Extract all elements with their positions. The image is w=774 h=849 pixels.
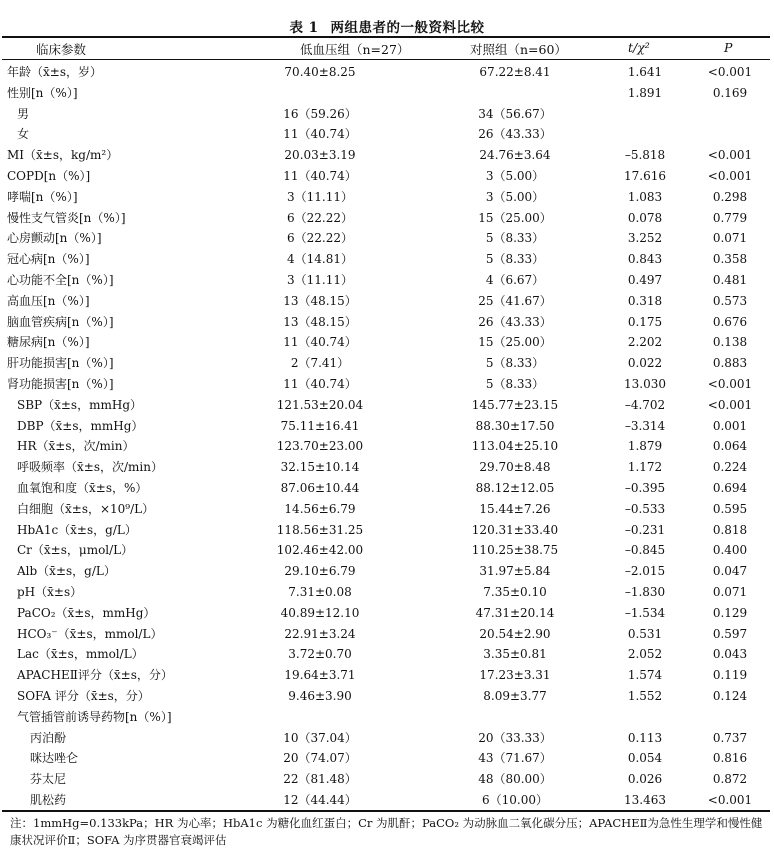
cell-p-value: <0.001 xyxy=(707,376,753,391)
table-row xyxy=(0,62,774,83)
cell-low-group: 40.89±12.10 xyxy=(280,605,360,620)
cell-p-value: 0.779 xyxy=(712,210,748,225)
cell-low-group: 2（7.41） xyxy=(290,356,350,371)
table-row xyxy=(0,624,774,645)
cell-control-group: 145.77±23.15 xyxy=(471,397,559,412)
table-footnote: 注：1mmHg=0.133kPa；HR 为心率；HbA1c 为糖化血红蛋白；Cr 为肌酐；PaCO₂ 为动脉血二氧化碳分压；APACHEⅡ为急性生理学和慢性健康状况评价Ⅱ；SOFA 为序贯器官衰竭评估 xyxy=(10,816,763,847)
row-label: 白细胞（x̄±s，×10⁹/L） xyxy=(17,501,155,516)
table-row xyxy=(0,540,774,561)
row-label: Lac（x̄±s，mmol/L） xyxy=(17,647,144,662)
row-label: 女 xyxy=(17,127,30,142)
row-label: 芬太尼 xyxy=(30,772,67,787)
cell-low-group: 123.70±23.00 xyxy=(276,439,364,454)
table-row xyxy=(0,166,774,187)
cell-low-group: 12（44.44） xyxy=(283,792,357,807)
cell-statistic: 2.052 xyxy=(627,647,663,662)
cell-statistic: 3.252 xyxy=(627,231,663,246)
cell-statistic: 1.083 xyxy=(627,189,663,204)
table-body xyxy=(0,62,774,811)
table-row xyxy=(0,416,774,437)
table-row xyxy=(0,790,774,811)
table-row xyxy=(0,395,774,416)
cell-p-value: 0.298 xyxy=(712,189,748,204)
cell-low-group: 20.03±3.19 xyxy=(284,148,356,163)
cell-control-group: 3（5.00） xyxy=(485,189,545,204)
row-label: 肾功能损害[n（%）] xyxy=(7,376,114,391)
cell-low-group: 13（48.15） xyxy=(283,314,357,329)
table-row xyxy=(0,728,774,749)
cell-low-group: 3.72±0.70 xyxy=(288,647,352,662)
table-row xyxy=(0,208,774,229)
cell-p-value: 0.595 xyxy=(712,501,748,516)
cell-control-group: 88.12±12.05 xyxy=(475,480,555,495)
cell-p-value: 0.071 xyxy=(712,584,748,599)
table-row xyxy=(0,312,774,333)
cell-control-group: 24.76±3.64 xyxy=(479,148,551,163)
cell-control-group: 26（43.33） xyxy=(478,127,552,142)
cell-control-group: 29.70±8.48 xyxy=(479,460,551,475)
table-row xyxy=(0,707,774,728)
cell-control-group: 5（8.33） xyxy=(485,376,545,391)
header-statistic: t/χ² xyxy=(628,40,650,55)
cell-statistic: 13.463 xyxy=(624,792,666,807)
row-label: 心功能不全[n（%）] xyxy=(7,272,114,287)
cell-control-group: 110.25±38.75 xyxy=(471,543,559,558)
cell-statistic: 1.552 xyxy=(627,688,663,703)
cell-p-value: 0.169 xyxy=(712,85,748,100)
row-label: DBP（x̄±s，mmHg） xyxy=(17,418,144,433)
cell-low-group: 20（74.07） xyxy=(283,751,357,766)
row-label: 脑血管疾病[n（%）] xyxy=(7,314,114,329)
cell-p-value: 0.047 xyxy=(712,564,748,579)
cell-p-value: 0.597 xyxy=(712,626,748,641)
cell-low-group: 10（37.04） xyxy=(283,730,357,745)
table-header xyxy=(0,40,774,58)
cell-low-group: 32.15±10.14 xyxy=(280,460,360,475)
cell-low-group: 4（14.81） xyxy=(287,252,353,267)
cell-control-group: 8.09±3.77 xyxy=(483,688,547,703)
cell-statistic: 1.172 xyxy=(627,460,663,475)
cell-p-value: 0.883 xyxy=(712,356,748,371)
cell-control-group: 5（8.33） xyxy=(485,231,545,246)
cell-control-group: 26（43.33） xyxy=(478,314,552,329)
table-row xyxy=(0,353,774,374)
cell-control-group: 15.44±7.26 xyxy=(479,501,551,516)
cell-low-group: 14.56±6.79 xyxy=(284,501,356,516)
cell-statistic: 0.054 xyxy=(627,751,663,766)
table-row xyxy=(0,124,774,145)
cell-statistic: –0.533 xyxy=(624,501,666,516)
cell-p-value: 0.818 xyxy=(712,522,748,537)
row-label: 呼吸频率（x̄±s，次/min） xyxy=(17,460,163,475)
row-label: 肌松药 xyxy=(30,792,67,807)
row-label: Cr（x̄±s，μmol/L） xyxy=(17,543,134,558)
row-label: SBP（x̄±s，mmHg） xyxy=(17,397,142,412)
cell-control-group: 48（80.00） xyxy=(478,772,552,787)
cell-p-value: 0.737 xyxy=(712,730,748,745)
cell-low-group: 6（22.22） xyxy=(287,231,353,246)
cell-control-group: 4（6.67） xyxy=(485,272,545,287)
cell-control-group: 3（5.00） xyxy=(485,168,545,183)
header-control-group: 对照组（n=60） xyxy=(470,42,567,57)
cell-control-group: 47.31±20.14 xyxy=(475,605,555,620)
table-row xyxy=(0,270,774,291)
cell-p-value: <0.001 xyxy=(707,148,753,163)
cell-p-value: <0.001 xyxy=(707,168,753,183)
cell-control-group: 5（8.33） xyxy=(485,356,545,371)
table-row xyxy=(0,561,774,582)
row-label: 年龄（x̄±s，岁） xyxy=(7,65,102,79)
table-title xyxy=(0,16,774,36)
row-label: HbA1c（x̄±s，g/L） xyxy=(17,522,137,537)
cell-low-group: 11（40.74） xyxy=(283,168,357,183)
cell-low-group: 11（40.74） xyxy=(283,376,357,391)
cell-low-group: 22.91±3.24 xyxy=(284,626,356,641)
row-label: 男 xyxy=(17,106,30,121)
table-title-text: 两组患者的一般资料比较 xyxy=(330,20,485,36)
cell-p-value: 0.400 xyxy=(712,543,748,558)
row-label: HCO₃⁻（x̄±s，mmol/L） xyxy=(17,626,163,641)
row-label: 慢性支气管炎[n（%）] xyxy=(7,210,126,225)
cell-low-group: 19.64±3.71 xyxy=(284,668,356,683)
cell-p-value: 0.694 xyxy=(712,480,748,495)
top-rule xyxy=(2,36,770,38)
row-label: 丙泊酚 xyxy=(30,730,67,745)
cell-statistic: 0.175 xyxy=(627,314,663,329)
cell-control-group: 7.35±0.10 xyxy=(483,584,547,599)
cell-statistic: 0.318 xyxy=(627,293,663,308)
cell-p-value: 0.129 xyxy=(712,605,748,620)
cell-p-value: 0.481 xyxy=(712,272,748,287)
cell-control-group: 88.30±17.50 xyxy=(475,418,555,433)
row-label: 气管插管前诱导药物[n（%）] xyxy=(17,709,172,724)
cell-control-group: 3.35±0.81 xyxy=(483,647,547,662)
table-row xyxy=(0,748,774,769)
header-item: 临床参数 xyxy=(36,42,87,57)
cell-p-value: <0.001 xyxy=(707,397,753,412)
cell-statistic: 0.022 xyxy=(627,356,663,371)
row-label: 糖尿病[n（%）] xyxy=(7,335,90,350)
cell-statistic: 1.574 xyxy=(627,668,663,683)
cell-control-group: 31.97±5.84 xyxy=(479,564,551,579)
cell-p-value: 0.043 xyxy=(712,647,748,662)
cell-control-group: 15（25.00） xyxy=(478,210,552,225)
cell-p-value: 0.119 xyxy=(712,668,748,683)
row-label: 冠心病[n（%）] xyxy=(7,252,90,267)
row-label: APACHEⅡ评分（x̄±s，分） xyxy=(17,668,173,683)
table-row xyxy=(0,291,774,312)
cell-p-value: 0.573 xyxy=(712,293,748,308)
cell-statistic: 2.202 xyxy=(627,335,663,350)
cell-low-group: 16（59.26） xyxy=(283,106,357,121)
table-row xyxy=(0,83,774,104)
table-row xyxy=(0,665,774,686)
row-label: Alb（x̄±s，g/L） xyxy=(17,564,116,579)
cell-statistic: 1.641 xyxy=(627,65,663,79)
row-label: 性别[n（%）] xyxy=(7,85,78,100)
cell-statistic: –4.702 xyxy=(624,397,666,412)
row-label: COPD[n（%）] xyxy=(7,168,91,183)
cell-p-value: 0.224 xyxy=(712,460,748,475)
cell-statistic: 0.497 xyxy=(627,272,663,287)
cell-statistic: –0.231 xyxy=(624,522,666,537)
cell-p-value: <0.001 xyxy=(707,65,753,79)
cell-control-group: 15（25.00） xyxy=(478,335,552,350)
header-p-value: P xyxy=(724,40,733,55)
cell-statistic: –0.845 xyxy=(624,543,666,558)
cell-control-group: 25（41.67） xyxy=(478,293,552,308)
row-label: SOFA 评分（x̄±s，分） xyxy=(17,688,150,703)
cell-statistic: 0.531 xyxy=(627,626,663,641)
row-label: pH（x̄±s） xyxy=(17,584,83,599)
table-row xyxy=(0,478,774,499)
row-label: 心房颤动[n（%）] xyxy=(7,231,102,246)
cell-p-value: 0.872 xyxy=(712,772,748,787)
cell-statistic: 13.030 xyxy=(624,376,666,391)
header-rule xyxy=(2,59,770,60)
cell-statistic: –5.818 xyxy=(624,148,666,163)
cell-low-group: 29.10±6.79 xyxy=(284,564,356,579)
bottom-rule xyxy=(2,810,770,812)
cell-low-group: 11（40.74） xyxy=(283,127,357,142)
cell-p-value: <0.001 xyxy=(707,792,753,807)
cell-statistic: 0.078 xyxy=(627,210,663,225)
cell-control-group: 20.54±2.90 xyxy=(479,626,551,641)
cell-statistic: 0.113 xyxy=(627,730,663,745)
row-label: 血氧饱和度（x̄±s，%） xyxy=(17,480,148,495)
cell-p-value: 0.138 xyxy=(712,335,748,350)
cell-statistic: 1.891 xyxy=(627,85,663,100)
cell-low-group: 7.31±0.08 xyxy=(288,584,352,599)
cell-low-group: 6（22.22） xyxy=(287,210,353,225)
cell-control-group: 43（71.67） xyxy=(478,751,552,766)
cell-p-value: 0.064 xyxy=(712,439,748,454)
cell-statistic: –0.395 xyxy=(624,480,666,495)
cell-low-group: 9.46±3.90 xyxy=(288,688,352,703)
cell-control-group: 120.31±33.40 xyxy=(471,522,559,537)
cell-low-group: 75.11±16.41 xyxy=(280,418,360,433)
row-label: PaCO₂（x̄±s，mmHg） xyxy=(17,605,156,620)
cell-p-value: 0.676 xyxy=(712,314,748,329)
table-row xyxy=(0,499,774,520)
cell-p-value: 0.816 xyxy=(712,751,748,766)
cell-low-group: 13（48.15） xyxy=(283,293,357,308)
cell-statistic: –1.534 xyxy=(624,605,666,620)
row-label: 咪达唑仑 xyxy=(30,751,79,766)
table-row xyxy=(0,644,774,665)
cell-control-group: 20（33.33） xyxy=(478,730,552,745)
row-label: 高血压[n（%）] xyxy=(7,293,90,308)
cell-control-group: 67.22±8.41 xyxy=(479,65,551,79)
cell-statistic: 17.616 xyxy=(624,168,666,183)
cell-p-value: 0.358 xyxy=(712,252,748,267)
cell-statistic: –2.015 xyxy=(624,564,666,579)
cell-low-group: 87.06±10.44 xyxy=(280,480,360,495)
cell-statistic: 0.026 xyxy=(627,772,663,787)
cell-control-group: 17.23±3.31 xyxy=(479,668,551,683)
table-row xyxy=(0,228,774,249)
table-number: 表 1 xyxy=(289,20,319,36)
row-label: 哮喘[n（%）] xyxy=(7,189,78,204)
table-row xyxy=(0,104,774,125)
table-row xyxy=(0,249,774,270)
cell-low-group: 3（11.11） xyxy=(287,189,353,204)
cell-control-group: 6（10.00） xyxy=(482,792,548,807)
table-row xyxy=(0,332,774,353)
cell-statistic: 0.843 xyxy=(627,252,663,267)
table-row xyxy=(0,436,774,457)
cell-statistic: 1.879 xyxy=(627,439,663,454)
row-label: HR（x̄±s，次/min） xyxy=(17,439,135,454)
table-row xyxy=(0,187,774,208)
row-label: MI（x̄±s，kg/m²） xyxy=(7,148,119,163)
table-row xyxy=(0,603,774,624)
table-row xyxy=(0,769,774,790)
cell-p-value: 0.124 xyxy=(712,688,748,703)
cell-low-group: 11（40.74） xyxy=(283,335,357,350)
table-row xyxy=(0,582,774,603)
cell-low-group: 70.40±8.25 xyxy=(284,65,356,79)
table-row xyxy=(0,374,774,395)
cell-low-group: 22（81.48） xyxy=(283,772,357,787)
row-label: 肝功能损害[n（%）] xyxy=(7,356,114,371)
cell-control-group: 5（8.33） xyxy=(485,252,545,267)
header-low-group: 低血压组（n=27） xyxy=(300,42,410,57)
table-row xyxy=(0,145,774,166)
cell-statistic: –1.830 xyxy=(624,584,666,599)
cell-p-value: 0.001 xyxy=(712,418,748,433)
cell-low-group: 3（11.11） xyxy=(287,272,353,287)
cell-control-group: 34（56.67） xyxy=(478,106,552,121)
table-row xyxy=(0,520,774,541)
cell-p-value: 0.071 xyxy=(712,231,748,246)
cell-low-group: 121.53±20.04 xyxy=(276,397,364,412)
table-row xyxy=(0,686,774,707)
table-row xyxy=(0,457,774,478)
cell-control-group: 113.04±25.10 xyxy=(471,439,559,454)
cell-low-group: 102.46±42.00 xyxy=(276,543,364,558)
cell-statistic: –3.314 xyxy=(624,418,666,433)
cell-low-group: 118.56±31.25 xyxy=(276,522,364,537)
